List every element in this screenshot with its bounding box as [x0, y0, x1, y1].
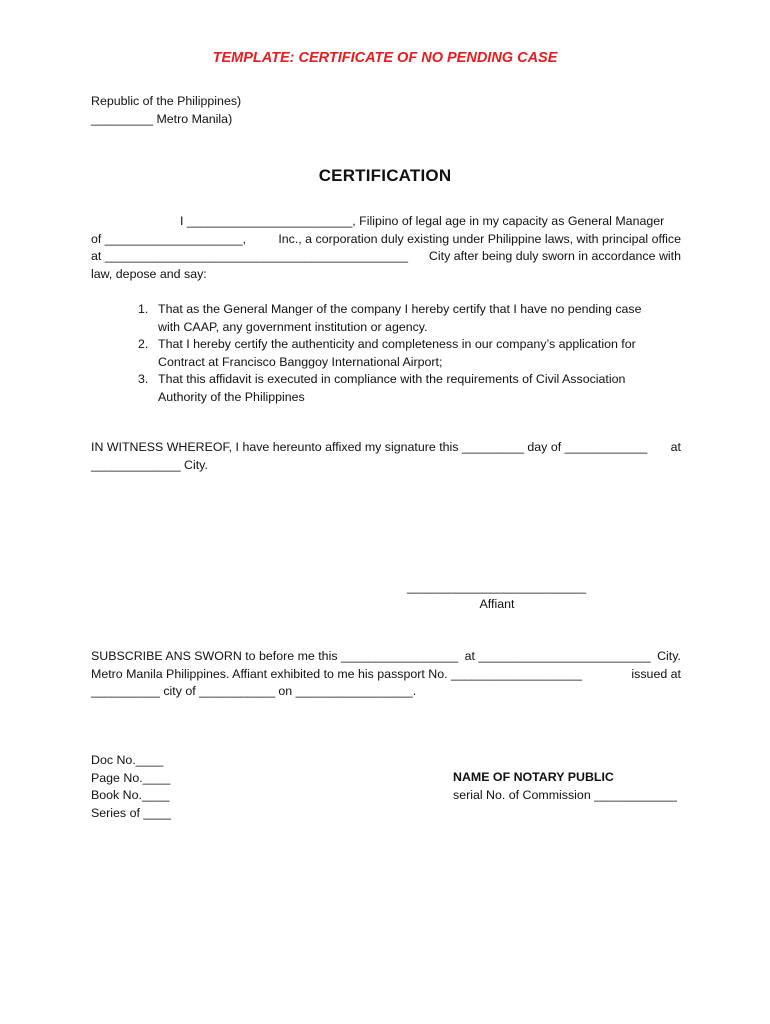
book-no: Book No.____ [91, 788, 170, 802]
intro-line-2-b: Inc., a corporation duly existing under Philippine laws, with principal office [278, 231, 681, 246]
notary-block [453, 769, 693, 804]
notarial-doc-block [91, 752, 291, 822]
intro-line-3-b: City after being duly sworn in accordance with [428, 249, 681, 263]
affiant-label: Affiant [479, 597, 515, 611]
list-item-text: That this affidavit is executed in compliance with the requirements of Civil Association [158, 372, 626, 386]
subscribe-line-2 [91, 666, 681, 684]
list-item-number: 3. [138, 372, 149, 386]
subscribe-paragraph [91, 648, 681, 701]
intro-line-3-a: at ____________________________________________ [91, 249, 408, 263]
witness-line-1 [91, 439, 681, 457]
list-item [91, 301, 681, 336]
list-item [91, 371, 681, 406]
witness-line-1-b: at [670, 440, 681, 454]
numbered-list [91, 301, 681, 406]
witness-line-2: _____________ City. [91, 457, 208, 472]
template-title: TEMPLATE: CERTIFICATE OF NO PENDING CASE [212, 50, 558, 66]
list-item-text: Authority of the Philippines [158, 389, 305, 404]
intro-line-1: I ________________________, Filipino of legal age in my capacity as General Manager [180, 214, 665, 228]
intro-line-2 [91, 231, 681, 249]
page-no: Page No.____ [91, 770, 171, 785]
affiant-signature-line: __________________________ [407, 580, 587, 594]
notary-name: NAME OF NOTARY PUBLIC [453, 770, 614, 784]
list-item-text: That I hereby certify the authenticity and completeness in our company’s application for [158, 337, 636, 351]
subscribe-line-1 [91, 648, 681, 666]
venue-metro-manila: _________ Metro Manila) [91, 111, 233, 126]
list-item-number: 1. [138, 302, 149, 316]
venue-republic: Republic of the Philippines) [91, 94, 242, 108]
doc-no: Doc No.____ [91, 753, 164, 767]
series: Series of ____ [91, 805, 171, 820]
subscribe-line-2-a: Metro Manila Philippines. Affiant exhibited to me his passport No. ___________________ [91, 666, 582, 681]
intro-line-3 [91, 248, 681, 266]
subscribe-line-2-b: issued at [631, 666, 681, 681]
list-item-text: Contract at Francisco Banggoy International Airport; [158, 354, 443, 369]
witness-paragraph [91, 439, 681, 474]
intro-line-2-a: of ____________________, [91, 231, 247, 246]
list-item [91, 336, 681, 371]
intro-line-4: law, depose and say: [91, 266, 207, 281]
certification-heading: CERTIFICATION [318, 166, 452, 185]
subscribe-line-1-b: at _________________________ [464, 649, 651, 663]
witness-line-1-a: IN WITNESS WHEREOF, I have hereunto affixed my signature this _________ day of ____________ [91, 440, 648, 454]
intro-paragraph [91, 213, 681, 283]
subscribe-line-1-c: City. [657, 649, 681, 663]
list-item-number: 2. [138, 337, 149, 351]
list-item-text: That as the General Manger of the company I hereby certify that I have no pending case [158, 302, 642, 316]
subscribe-line-1-a: SUBSCRIBE ANS SWORN to before me this _________________ [91, 649, 459, 663]
list-item-text: with CAAP, any government institution or agency. [158, 319, 428, 334]
venue-block [91, 93, 491, 128]
notary-serial: serial No. of Commission ____________ [453, 787, 677, 802]
subscribe-line-3: __________ city of ___________ on _________________. [91, 684, 417, 698]
